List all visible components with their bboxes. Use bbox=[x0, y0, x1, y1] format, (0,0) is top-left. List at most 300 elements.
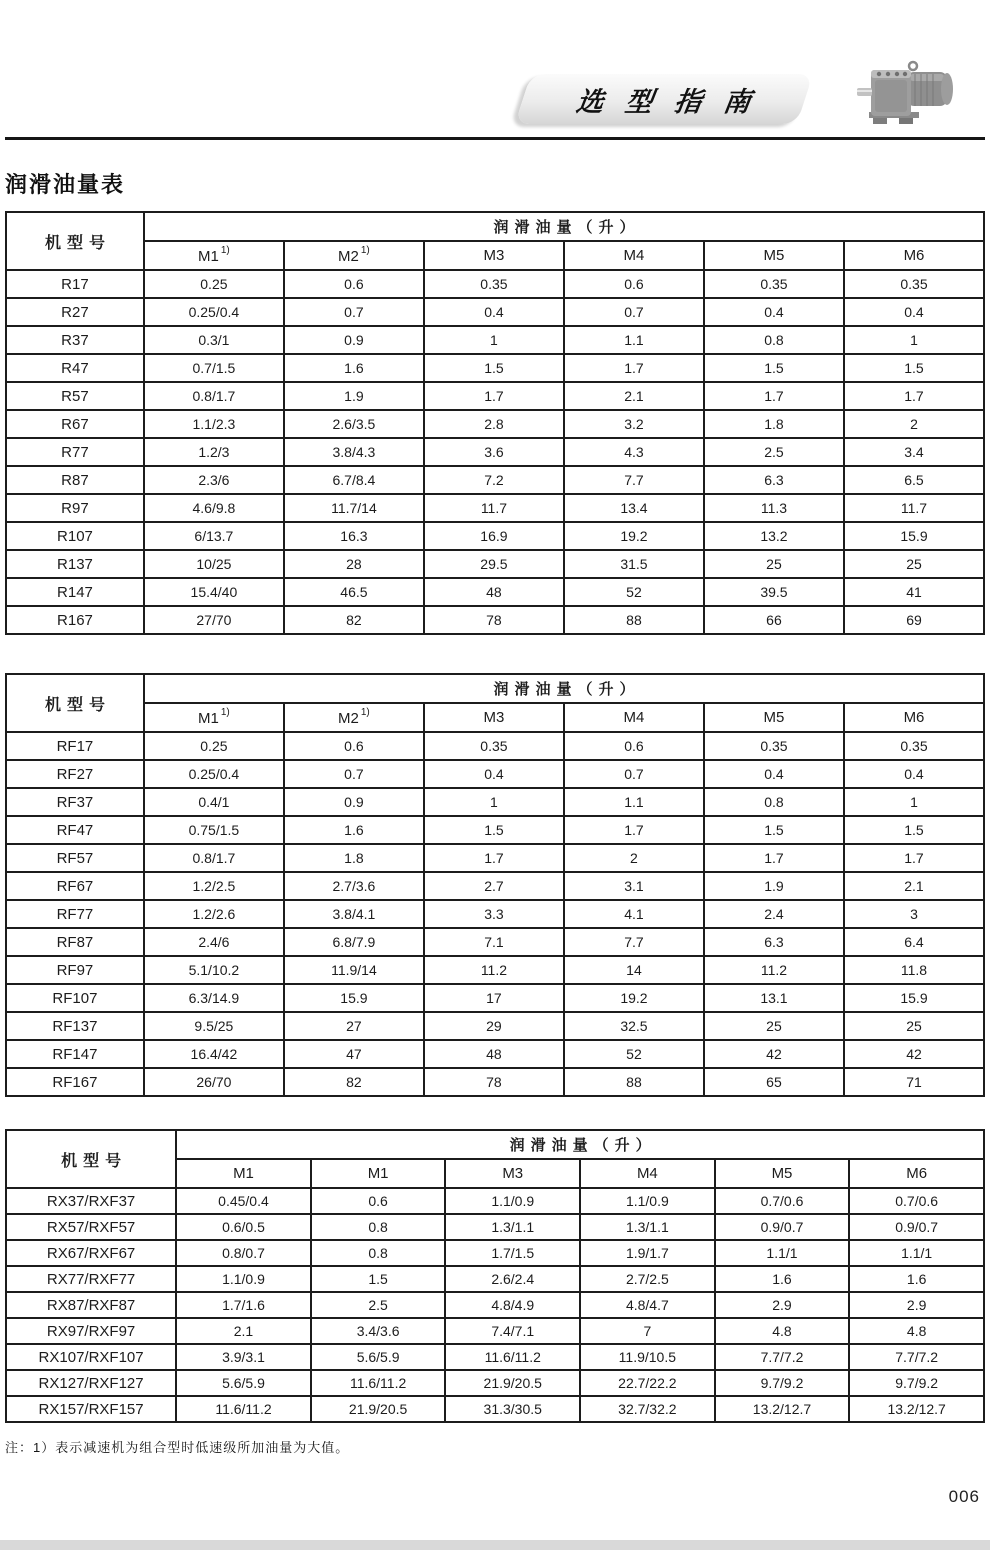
oil-value-cell: 0.25/0.4 bbox=[144, 298, 284, 326]
oil-value-cell: 15.9 bbox=[844, 522, 984, 550]
oil-value-cell: 1.8 bbox=[704, 410, 844, 438]
oil-value-cell: 3.2 bbox=[564, 410, 704, 438]
oil-value-cell: 13.2/12.7 bbox=[715, 1396, 850, 1422]
table-row bbox=[6, 1040, 984, 1068]
page-header bbox=[5, 0, 985, 140]
oil-value-cell: 0.4/1 bbox=[144, 788, 284, 816]
oil-value-cell: 7.7 bbox=[564, 928, 704, 956]
oil-value-cell: 3.6 bbox=[424, 438, 564, 466]
table-row bbox=[6, 788, 984, 816]
table-row bbox=[6, 1214, 984, 1240]
oil-value-cell: 21.9/20.5 bbox=[311, 1396, 446, 1422]
column-header-m5: M5 bbox=[704, 241, 844, 270]
oil-value-cell: 1.8 bbox=[284, 844, 424, 872]
oil-value-cell: 1.5 bbox=[704, 354, 844, 382]
oil-value-cell: 1.5 bbox=[311, 1266, 446, 1292]
table-row bbox=[6, 326, 984, 354]
oil-value-cell: 3.3 bbox=[424, 900, 564, 928]
model-cell: RX37/RXF37 bbox=[6, 1188, 176, 1214]
oil-value-cell: 1 bbox=[424, 326, 564, 354]
oil-value-cell: 0.8 bbox=[704, 326, 844, 354]
oil-value-cell: 6.3 bbox=[704, 466, 844, 494]
oil-value-cell: 32.7/32.2 bbox=[580, 1396, 715, 1422]
column-header-m6: M6 bbox=[844, 241, 984, 270]
oil-value-cell: 1.7 bbox=[844, 382, 984, 410]
oil-value-cell: 2.4 bbox=[704, 900, 844, 928]
oil-value-cell: 29.5 bbox=[424, 550, 564, 578]
oil-value-cell: 11.7 bbox=[844, 494, 984, 522]
oil-value-cell: 2.3/6 bbox=[144, 466, 284, 494]
column-header-m1: M1 $^{1)}$ bbox=[144, 241, 284, 270]
model-cell: RF67 bbox=[6, 872, 144, 900]
oil-value-cell: 78 bbox=[424, 606, 564, 634]
oil-value-cell: 41 bbox=[844, 578, 984, 606]
oil-value-cell: 1.2/3 bbox=[144, 438, 284, 466]
oil-value-cell: 0.7 bbox=[284, 760, 424, 788]
table-row bbox=[6, 606, 984, 634]
oil-value-cell: 6.5 bbox=[844, 466, 984, 494]
oil-value-cell: 25 bbox=[844, 550, 984, 578]
oil-value-cell: 1.6 bbox=[849, 1266, 984, 1292]
oil-value-cell: 26/70 bbox=[144, 1068, 284, 1096]
oil-value-cell: 0.9 bbox=[284, 326, 424, 354]
oil-table-r-series bbox=[5, 211, 985, 635]
table-row bbox=[6, 844, 984, 872]
oil-value-cell: 1.7 bbox=[564, 816, 704, 844]
oil-value-cell: 32.5 bbox=[564, 1012, 704, 1040]
oil-value-cell: 3.8/4.3 bbox=[284, 438, 424, 466]
oil-table-rx-series bbox=[5, 1129, 985, 1423]
model-cell: R27 bbox=[6, 298, 144, 326]
model-cell: RX97/RXF97 bbox=[6, 1318, 176, 1344]
oil-value-cell: 1.7 bbox=[564, 354, 704, 382]
oil-value-cell: 2.5 bbox=[311, 1292, 446, 1318]
oil-value-cell: 0.35 bbox=[704, 270, 844, 298]
oil-value-cell: 2 bbox=[564, 844, 704, 872]
table-row bbox=[6, 494, 984, 522]
oil-value-cell: 0.25 bbox=[144, 732, 284, 760]
oil-value-cell: 48 bbox=[424, 1040, 564, 1068]
oil-value-cell: 6.3/14.9 bbox=[144, 984, 284, 1012]
oil-quantity-group-header: 润滑油量（升） bbox=[144, 674, 984, 703]
table-row bbox=[6, 1292, 984, 1318]
oil-value-cell: 21.9/20.5 bbox=[445, 1370, 580, 1396]
column-header-m2: M2 $^{1)}$ bbox=[284, 703, 424, 732]
oil-value-cell: 48 bbox=[424, 578, 564, 606]
oil-value-cell: 0.25 bbox=[144, 270, 284, 298]
oil-value-cell: 4.8/4.9 bbox=[445, 1292, 580, 1318]
oil-value-cell: 6/13.7 bbox=[144, 522, 284, 550]
oil-value-cell: 1.1/1 bbox=[715, 1240, 850, 1266]
oil-value-cell: 1.7/1.6 bbox=[176, 1292, 311, 1318]
oil-value-cell: 0.6 bbox=[284, 270, 424, 298]
oil-value-cell: 3.4 bbox=[844, 438, 984, 466]
model-cell: RF57 bbox=[6, 844, 144, 872]
oil-value-cell: 11.6/11.2 bbox=[176, 1396, 311, 1422]
oil-value-cell: 0.9 bbox=[284, 788, 424, 816]
oil-value-cell: 4.3 bbox=[564, 438, 704, 466]
oil-value-cell: 11.2 bbox=[704, 956, 844, 984]
oil-value-cell: 2.5 bbox=[704, 438, 844, 466]
oil-value-cell: 28 bbox=[284, 550, 424, 578]
oil-value-cell: 1.3/1.1 bbox=[580, 1214, 715, 1240]
oil-value-cell: 2.4/6 bbox=[144, 928, 284, 956]
oil-value-cell: 3.9/3.1 bbox=[176, 1344, 311, 1370]
column-header-m3: M3 bbox=[424, 241, 564, 270]
oil-value-cell: 9.7/9.2 bbox=[715, 1370, 850, 1396]
table-row bbox=[6, 1318, 984, 1344]
table-row bbox=[6, 382, 984, 410]
oil-value-cell: 2.9 bbox=[715, 1292, 850, 1318]
oil-value-cell: 42 bbox=[704, 1040, 844, 1068]
column-header-m1: M1 bbox=[311, 1159, 446, 1188]
oil-value-cell: 7.7/7.2 bbox=[849, 1344, 984, 1370]
oil-value-cell: 1.7/1.5 bbox=[445, 1240, 580, 1266]
oil-value-cell: 2.8 bbox=[424, 410, 564, 438]
oil-value-cell: 9.5/25 bbox=[144, 1012, 284, 1040]
oil-value-cell: 6.4 bbox=[844, 928, 984, 956]
oil-value-cell: 1.3/1.1 bbox=[445, 1214, 580, 1240]
oil-value-cell: 0.25/0.4 bbox=[144, 760, 284, 788]
oil-value-cell: 0.6 bbox=[564, 732, 704, 760]
oil-value-cell: 1 bbox=[844, 326, 984, 354]
oil-value-cell: 82 bbox=[284, 1068, 424, 1096]
oil-value-cell: 15.9 bbox=[284, 984, 424, 1012]
oil-value-cell: 1.7 bbox=[844, 844, 984, 872]
page-bottom-strip bbox=[0, 1540, 990, 1550]
oil-value-cell: 19.2 bbox=[564, 984, 704, 1012]
gear-motor-image bbox=[855, 58, 957, 130]
oil-value-cell: 71 bbox=[844, 1068, 984, 1096]
oil-value-cell: 1.5 bbox=[424, 354, 564, 382]
table-row bbox=[6, 578, 984, 606]
oil-value-cell: 46.5 bbox=[284, 578, 424, 606]
model-cell: RX157/RXF157 bbox=[6, 1396, 176, 1422]
table-row bbox=[6, 732, 984, 760]
oil-value-cell: 0.7/0.6 bbox=[849, 1188, 984, 1214]
column-header-m6: M6 bbox=[844, 703, 984, 732]
oil-value-cell: 1.7 bbox=[704, 382, 844, 410]
oil-value-cell: 0.4 bbox=[424, 298, 564, 326]
oil-value-cell: 7.2 bbox=[424, 466, 564, 494]
oil-value-cell: 1.1/0.9 bbox=[176, 1266, 311, 1292]
footnote: 注：1）表示减速机为组合型时低速级所加油量为大值。 bbox=[5, 1440, 350, 1455]
oil-value-cell: 1.6 bbox=[284, 816, 424, 844]
table-row bbox=[6, 1396, 984, 1422]
oil-value-cell: 1.5 bbox=[424, 816, 564, 844]
oil-value-cell: 4.6/9.8 bbox=[144, 494, 284, 522]
oil-value-cell: 2.7 bbox=[424, 872, 564, 900]
model-cell: RX127/RXF127 bbox=[6, 1370, 176, 1396]
oil-value-cell: 16.4/42 bbox=[144, 1040, 284, 1068]
column-header-m1: M1 $^{1)}$ bbox=[144, 703, 284, 732]
oil-value-cell: 0.6 bbox=[564, 270, 704, 298]
model-cell: RX77/RXF77 bbox=[6, 1266, 176, 1292]
model-cell: RF107 bbox=[6, 984, 144, 1012]
oil-value-cell: 9.7/9.2 bbox=[849, 1370, 984, 1396]
oil-value-cell: 0.35 bbox=[844, 732, 984, 760]
oil-value-cell: 6.7/8.4 bbox=[284, 466, 424, 494]
oil-value-cell: 11.6/11.2 bbox=[445, 1344, 580, 1370]
oil-value-cell: 17 bbox=[424, 984, 564, 1012]
model-cell: RF147 bbox=[6, 1040, 144, 1068]
oil-value-cell: 0.4 bbox=[844, 298, 984, 326]
oil-value-cell: 1.5 bbox=[844, 354, 984, 382]
model-cell: RF97 bbox=[6, 956, 144, 984]
oil-value-cell: 4.8 bbox=[849, 1318, 984, 1344]
model-cell: RX57/RXF57 bbox=[6, 1214, 176, 1240]
oil-value-cell: 15.9 bbox=[844, 984, 984, 1012]
oil-value-cell: 0.35 bbox=[424, 270, 564, 298]
oil-value-cell: 1.7 bbox=[424, 382, 564, 410]
oil-value-cell: 1.9 bbox=[284, 382, 424, 410]
model-cell: RF17 bbox=[6, 732, 144, 760]
model-cell: R77 bbox=[6, 438, 144, 466]
oil-value-cell: 14 bbox=[564, 956, 704, 984]
table-row bbox=[6, 270, 984, 298]
page-number: 006 bbox=[948, 1487, 980, 1506]
table-row bbox=[6, 956, 984, 984]
column-header-m3: M3 bbox=[445, 1159, 580, 1188]
oil-value-cell: 0.8/0.7 bbox=[176, 1240, 311, 1266]
oil-value-cell: 5.1/10.2 bbox=[144, 956, 284, 984]
oil-value-cell: 11.9/10.5 bbox=[580, 1344, 715, 1370]
oil-value-cell: 88 bbox=[564, 606, 704, 634]
oil-value-cell: 1.6 bbox=[284, 354, 424, 382]
oil-value-cell: 4.8/4.7 bbox=[580, 1292, 715, 1318]
table-row bbox=[6, 550, 984, 578]
oil-value-cell: 0.9/0.7 bbox=[849, 1214, 984, 1240]
model-cell: R67 bbox=[6, 410, 144, 438]
oil-value-cell: 1.6 bbox=[715, 1266, 850, 1292]
model-cell: R37 bbox=[6, 326, 144, 354]
oil-value-cell: 88 bbox=[564, 1068, 704, 1096]
oil-value-cell: 7 bbox=[580, 1318, 715, 1344]
oil-value-cell: 0.8 bbox=[704, 788, 844, 816]
table-row bbox=[6, 1344, 984, 1370]
oil-value-cell: 25 bbox=[704, 1012, 844, 1040]
column-header-m3: M3 bbox=[424, 703, 564, 732]
oil-value-cell: 2.1 bbox=[844, 872, 984, 900]
model-column-header: 机型号 bbox=[6, 674, 144, 732]
oil-value-cell: 11.7/14 bbox=[284, 494, 424, 522]
oil-value-cell: 66 bbox=[704, 606, 844, 634]
oil-value-cell: 6.3 bbox=[704, 928, 844, 956]
oil-value-cell: 0.7 bbox=[564, 298, 704, 326]
oil-value-cell: 0.8 bbox=[311, 1240, 446, 1266]
table-row bbox=[6, 900, 984, 928]
oil-value-cell: 47 bbox=[284, 1040, 424, 1068]
oil-value-cell: 1.5 bbox=[704, 816, 844, 844]
oil-value-cell: 0.4 bbox=[424, 760, 564, 788]
oil-value-cell: 0.6 bbox=[284, 732, 424, 760]
oil-value-cell: 2.7/2.5 bbox=[580, 1266, 715, 1292]
column-header-m5: M5 bbox=[715, 1159, 850, 1188]
oil-value-cell: 1 bbox=[424, 788, 564, 816]
oil-table-rf-series bbox=[5, 673, 985, 1097]
oil-value-cell: 27 bbox=[284, 1012, 424, 1040]
oil-value-cell: 2.6/2.4 bbox=[445, 1266, 580, 1292]
oil-value-cell: 13.4 bbox=[564, 494, 704, 522]
oil-value-cell: 1.1/1 bbox=[849, 1240, 984, 1266]
table-row bbox=[6, 522, 984, 550]
column-header-m1: M1 bbox=[176, 1159, 311, 1188]
oil-value-cell: 0.8 bbox=[311, 1214, 446, 1240]
oil-value-cell: 2.7/3.6 bbox=[284, 872, 424, 900]
oil-value-cell: 39.5 bbox=[704, 578, 844, 606]
oil-value-cell: 3.8/4.1 bbox=[284, 900, 424, 928]
oil-value-cell: 1.1/2.3 bbox=[144, 410, 284, 438]
table-row bbox=[6, 1012, 984, 1040]
oil-value-cell: 7.4/7.1 bbox=[445, 1318, 580, 1344]
oil-value-cell: 1.1/0.9 bbox=[445, 1188, 580, 1214]
model-cell: R17 bbox=[6, 270, 144, 298]
oil-value-cell: 3 bbox=[844, 900, 984, 928]
model-cell: RX107/RXF107 bbox=[6, 1344, 176, 1370]
oil-value-cell: 0.6 bbox=[311, 1188, 446, 1214]
oil-quantity-group-header: 润滑油量（升） bbox=[176, 1130, 984, 1159]
table-row bbox=[6, 872, 984, 900]
table-row bbox=[6, 1188, 984, 1214]
model-cell: R147 bbox=[6, 578, 144, 606]
oil-value-cell: 13.2/12.7 bbox=[849, 1396, 984, 1422]
oil-value-cell: 2.9 bbox=[849, 1292, 984, 1318]
oil-value-cell: 1.2/2.5 bbox=[144, 872, 284, 900]
oil-value-cell: 82 bbox=[284, 606, 424, 634]
model-cell: R167 bbox=[6, 606, 144, 634]
model-cell: RF47 bbox=[6, 816, 144, 844]
oil-value-cell: 2.6/3.5 bbox=[284, 410, 424, 438]
model-cell: R47 bbox=[6, 354, 144, 382]
table-row bbox=[6, 984, 984, 1012]
oil-value-cell: 0.7/0.6 bbox=[715, 1188, 850, 1214]
oil-value-cell: 0.3/1 bbox=[144, 326, 284, 354]
oil-value-cell: 11.8 bbox=[844, 956, 984, 984]
oil-value-cell: 0.4 bbox=[844, 760, 984, 788]
model-column-header: 机型号 bbox=[6, 1130, 176, 1188]
oil-value-cell: 1.9/1.7 bbox=[580, 1240, 715, 1266]
oil-value-cell: 0.8/1.7 bbox=[144, 382, 284, 410]
table-row bbox=[6, 410, 984, 438]
oil-value-cell: 0.35 bbox=[844, 270, 984, 298]
oil-value-cell: 29 bbox=[424, 1012, 564, 1040]
model-cell: R97 bbox=[6, 494, 144, 522]
oil-value-cell: 4.1 bbox=[564, 900, 704, 928]
oil-value-cell: 1.7 bbox=[704, 844, 844, 872]
model-cell: RF137 bbox=[6, 1012, 144, 1040]
table-row bbox=[6, 816, 984, 844]
oil-value-cell: 11.7 bbox=[424, 494, 564, 522]
model-cell: RF87 bbox=[6, 928, 144, 956]
oil-value-cell: 78 bbox=[424, 1068, 564, 1096]
oil-value-cell: 1.1 bbox=[564, 326, 704, 354]
table-row bbox=[6, 1068, 984, 1096]
oil-value-cell: 1.1/0.9 bbox=[580, 1188, 715, 1214]
oil-value-cell: 27/70 bbox=[144, 606, 284, 634]
table-row bbox=[6, 438, 984, 466]
oil-value-cell: 3.4/3.6 bbox=[311, 1318, 446, 1344]
model-cell: RX87/RXF87 bbox=[6, 1292, 176, 1318]
section-banner bbox=[515, 74, 813, 124]
oil-value-cell: 6.8/7.9 bbox=[284, 928, 424, 956]
table-row bbox=[6, 1370, 984, 1396]
model-cell: RF27 bbox=[6, 760, 144, 788]
column-header-m5: M5 bbox=[704, 703, 844, 732]
table-row bbox=[6, 1240, 984, 1266]
oil-value-cell: 7.7 bbox=[564, 466, 704, 494]
banner-title: 选型指南 bbox=[574, 86, 775, 117]
oil-value-cell: 2.1 bbox=[176, 1318, 311, 1344]
oil-value-cell: 0.7/1.5 bbox=[144, 354, 284, 382]
oil-value-cell: 0.8/1.7 bbox=[144, 844, 284, 872]
table-row bbox=[6, 760, 984, 788]
oil-value-cell: 4.8 bbox=[715, 1318, 850, 1344]
oil-quantity-group-header: 润滑油量（升） bbox=[144, 212, 984, 241]
oil-value-cell: 0.9/0.7 bbox=[715, 1214, 850, 1240]
oil-value-cell: 42 bbox=[844, 1040, 984, 1068]
table-row bbox=[6, 466, 984, 494]
table-row bbox=[6, 354, 984, 382]
oil-value-cell: 52 bbox=[564, 1040, 704, 1068]
oil-value-cell: 15.4/40 bbox=[144, 578, 284, 606]
oil-value-cell: 13.2 bbox=[704, 522, 844, 550]
oil-value-cell: 0.7 bbox=[284, 298, 424, 326]
model-cell: R87 bbox=[6, 466, 144, 494]
oil-value-cell: 0.35 bbox=[424, 732, 564, 760]
column-header-m4: M4 bbox=[580, 1159, 715, 1188]
oil-value-cell: 19.2 bbox=[564, 522, 704, 550]
oil-value-cell: 69 bbox=[844, 606, 984, 634]
oil-value-cell: 0.35 bbox=[704, 732, 844, 760]
oil-value-cell: 0.4 bbox=[704, 760, 844, 788]
oil-value-cell: 16.3 bbox=[284, 522, 424, 550]
oil-value-cell: 31.3/30.5 bbox=[445, 1396, 580, 1422]
oil-value-cell: 25 bbox=[704, 550, 844, 578]
oil-value-cell: 0.7 bbox=[564, 760, 704, 788]
oil-value-cell: 31.5 bbox=[564, 550, 704, 578]
model-cell: R57 bbox=[6, 382, 144, 410]
table-row bbox=[6, 298, 984, 326]
model-cell: R107 bbox=[6, 522, 144, 550]
oil-value-cell: 0.45/0.4 bbox=[176, 1188, 311, 1214]
oil-value-cell: 52 bbox=[564, 578, 704, 606]
oil-value-cell: 11.3 bbox=[704, 494, 844, 522]
oil-value-cell: 0.75/1.5 bbox=[144, 816, 284, 844]
column-header-m4: M4 bbox=[564, 241, 704, 270]
oil-value-cell: 0.6/0.5 bbox=[176, 1214, 311, 1240]
oil-value-cell: 1.7 bbox=[424, 844, 564, 872]
table-row bbox=[6, 1266, 984, 1292]
oil-value-cell: 11.6/11.2 bbox=[311, 1370, 446, 1396]
model-cell: RF37 bbox=[6, 788, 144, 816]
oil-value-cell: 5.6/5.9 bbox=[176, 1370, 311, 1396]
oil-value-cell: 7.1 bbox=[424, 928, 564, 956]
oil-value-cell: 25 bbox=[844, 1012, 984, 1040]
oil-value-cell: 22.7/22.2 bbox=[580, 1370, 715, 1396]
oil-value-cell: 65 bbox=[704, 1068, 844, 1096]
model-cell: R137 bbox=[6, 550, 144, 578]
model-column-header: 机型号 bbox=[6, 212, 144, 270]
oil-value-cell: 1.9 bbox=[704, 872, 844, 900]
oil-value-cell: 1.5 bbox=[844, 816, 984, 844]
oil-value-cell: 2 bbox=[844, 410, 984, 438]
model-cell: RX67/RXF67 bbox=[6, 1240, 176, 1266]
table-row bbox=[6, 928, 984, 956]
oil-value-cell: 1.2/2.6 bbox=[144, 900, 284, 928]
column-header-m4: M4 bbox=[564, 703, 704, 732]
oil-value-cell: 5.6/5.9 bbox=[311, 1344, 446, 1370]
oil-value-cell: 1 bbox=[844, 788, 984, 816]
